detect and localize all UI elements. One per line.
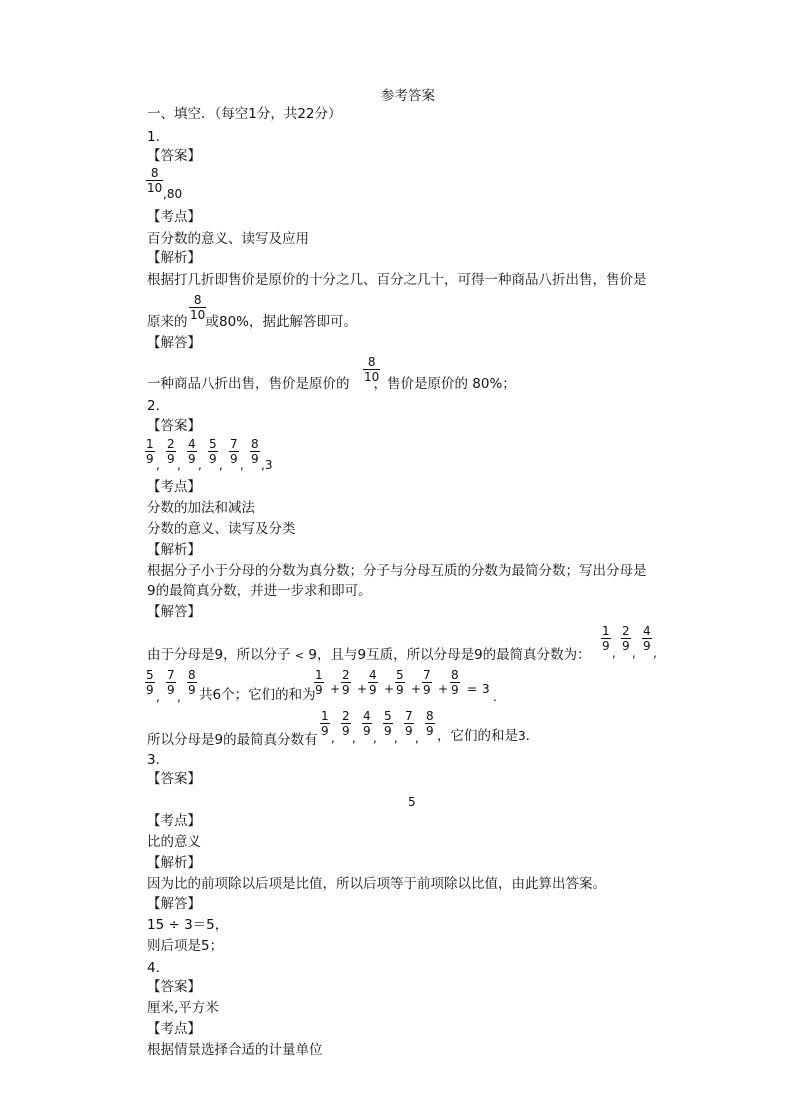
analysis-label: 【解析】: [147, 855, 201, 871]
fraction: 5 9: [209, 437, 217, 466]
separator: ,: [156, 458, 160, 472]
point-text: 比的意义: [147, 834, 201, 850]
separator: ,: [394, 731, 398, 745]
solution-text: 则后项是5；: [147, 938, 224, 954]
analysis-label: 【解析】: [147, 250, 201, 266]
analysis-text: 根据分子小于分母的分数为真分数；分子与分母互质的分数为最简分数；写出分母是: [147, 563, 647, 579]
solution-text: 由于分母是9，所以分子 < 9，且与9互质，所以分母是9的最简真分数为：: [147, 647, 591, 663]
solution-label: 【解答】: [147, 896, 201, 912]
answer-label: 【答案】: [147, 771, 201, 787]
fraction: 5 9: [396, 668, 404, 697]
sum-value: 3: [482, 682, 490, 696]
separator: ,: [219, 458, 223, 472]
separator: ,: [352, 731, 356, 745]
separator: ,: [198, 458, 202, 472]
fraction: 2 9: [622, 624, 630, 653]
fraction: 4 9: [369, 668, 377, 697]
solution-text: 共6个；它们的和为: [199, 687, 316, 703]
fraction: 2 9: [342, 668, 350, 697]
separator: ,: [177, 458, 181, 472]
point-label: 【考点】: [147, 479, 201, 495]
point-label: 【考点】: [147, 209, 201, 225]
fraction: 5 9: [146, 668, 154, 697]
fraction: 8 10: [190, 293, 206, 322]
question-number: 2.: [147, 398, 160, 414]
answer-text: 厘米,平方米: [147, 1000, 219, 1016]
separator: ,: [653, 646, 657, 660]
analysis-text: 原来的 或80%，据此解答即可。: [147, 314, 358, 330]
analysis-label: 【解析】: [147, 542, 201, 558]
fraction: 8 9: [451, 668, 459, 697]
fraction: 7 9: [167, 668, 175, 697]
question-number: 1.: [147, 129, 160, 145]
separator: ,: [632, 646, 636, 660]
solution-text: 一种商品八折出售，售价是原价的 ，售价是原价的 80%；: [147, 376, 516, 392]
fraction: 7 9: [230, 437, 238, 466]
separator: ,: [177, 690, 181, 704]
fraction: 8 9: [188, 668, 196, 697]
answer-text: ,3: [261, 458, 273, 472]
fraction: 1 9: [602, 624, 610, 653]
fraction: 7 9: [405, 709, 413, 738]
solution-text: 所以分母是9的最简真分数有: [147, 732, 318, 748]
answer-label: 【答案】: [147, 148, 201, 164]
solution-text: 15 ÷ 3＝5，: [147, 917, 229, 933]
analysis-text: 因为比的前项除以后项是比值，所以后项等于前项除以比值，由此算出答案。: [147, 876, 606, 892]
fraction: 4 9: [643, 624, 651, 653]
separator: ,: [240, 458, 244, 472]
point-text: 分数的意义、读写及分类: [147, 521, 296, 537]
answer-text: ,80: [163, 187, 183, 201]
page-title: 参考答案: [381, 88, 435, 104]
separator: ,: [612, 646, 616, 660]
plus-sign: +: [438, 682, 449, 696]
answer-label: 【答案】: [147, 979, 201, 995]
fraction: 2 9: [167, 437, 175, 466]
separator: ,: [156, 690, 160, 704]
fraction: 7 9: [423, 668, 431, 697]
point-text: 分数的加法和减法: [147, 500, 255, 516]
answer-label: 【答案】: [147, 418, 201, 434]
solution-label: 【解答】: [147, 604, 201, 620]
fraction: 8 10: [147, 166, 163, 195]
solution-text: ，它们的和是3.: [437, 728, 530, 744]
plus-sign: +: [357, 682, 368, 696]
fraction: 8 9: [251, 437, 259, 466]
fraction: 4 9: [363, 709, 371, 738]
period: .: [493, 690, 497, 704]
plus-sign: +: [330, 682, 341, 696]
plus-sign: +: [411, 682, 422, 696]
separator: ,: [331, 731, 335, 745]
fraction: 1 9: [146, 437, 154, 466]
point-label: 【考点】: [147, 813, 201, 829]
separator: ,: [415, 731, 419, 745]
fraction: 2 9: [342, 709, 350, 738]
fraction: 1 9: [315, 668, 323, 697]
answer-text: 5: [408, 795, 416, 809]
question-number: 4.: [147, 960, 160, 976]
fraction: 1 9: [321, 709, 329, 738]
fraction: 5 9: [384, 709, 392, 738]
equals-sign: =: [467, 682, 478, 696]
plus-sign: +: [384, 682, 395, 696]
point-text: 根据情景选择合适的计量单位: [147, 1042, 323, 1058]
fraction: 8 10: [364, 355, 380, 384]
question-number: 3.: [147, 752, 160, 768]
analysis-text: 9的最简真分数，并进一步求和即可。: [147, 583, 372, 599]
point-label: 【考点】: [147, 1021, 201, 1037]
fraction: 8 9: [426, 709, 434, 738]
fraction: 4 9: [188, 437, 196, 466]
separator: ,: [373, 731, 377, 745]
section-heading: 一、填空．（每空1分，共22分）: [147, 106, 342, 122]
solution-label: 【解答】: [147, 335, 201, 351]
analysis-text: 根据打几折即售价是原价的十分之几、百分之几十，可得一种商品八折出售，售价是: [147, 272, 647, 288]
point-text: 百分数的意义、读写及应用: [147, 231, 309, 247]
